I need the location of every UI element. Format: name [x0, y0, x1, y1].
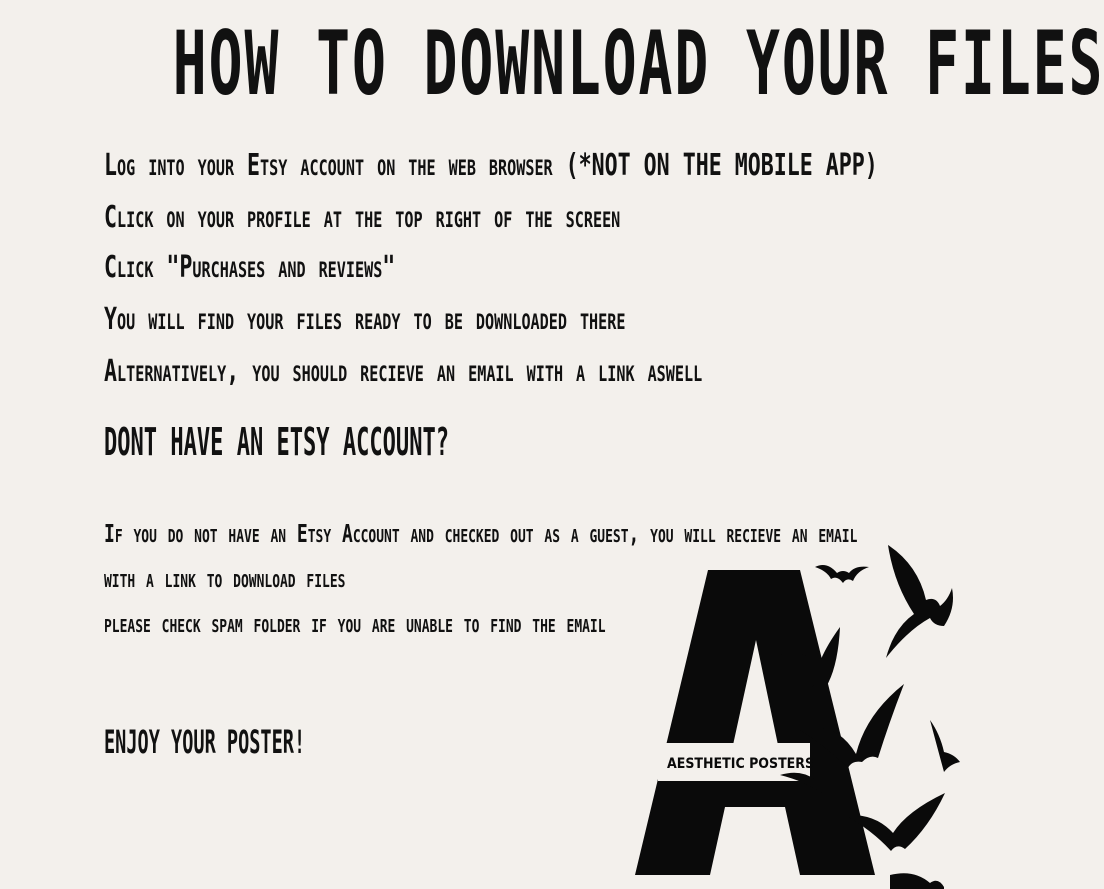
step-1: Log into your Etsy account on the web browser (*NOT ON THE MOBILE APP) — [104, 148, 878, 183]
closing-message: ENJOY YOUR POSTER! — [104, 723, 306, 761]
guest-line-3: please check spam folder if you are unable to find the email — [104, 609, 606, 638]
page-title: HOW TO DOWNLOAD YOUR FILES — [172, 12, 1104, 115]
guest-line-1: If you do not have an Etsy Account and checked out as a guest, you will recieve an email — [104, 519, 858, 548]
step-3: Click "Purchases and reviews" — [104, 250, 396, 285]
guest-heading: DONT HAVE AN ETSY ACCOUNT? — [104, 420, 450, 464]
logo-brand-text: AESTHETIC POSTERS — [667, 756, 815, 772]
step-4: You will find your files ready to be downloaded there — [104, 302, 626, 337]
aesthetic-posters-logo — [630, 545, 960, 889]
guest-line-2: with a link to download files — [104, 564, 346, 593]
logo-letter-a-shape — [635, 570, 875, 875]
step-2: Click on your profile at the top right of the screen — [104, 200, 621, 235]
step-5: Alternatively, you should recieve an email with a link aswell — [104, 354, 703, 389]
